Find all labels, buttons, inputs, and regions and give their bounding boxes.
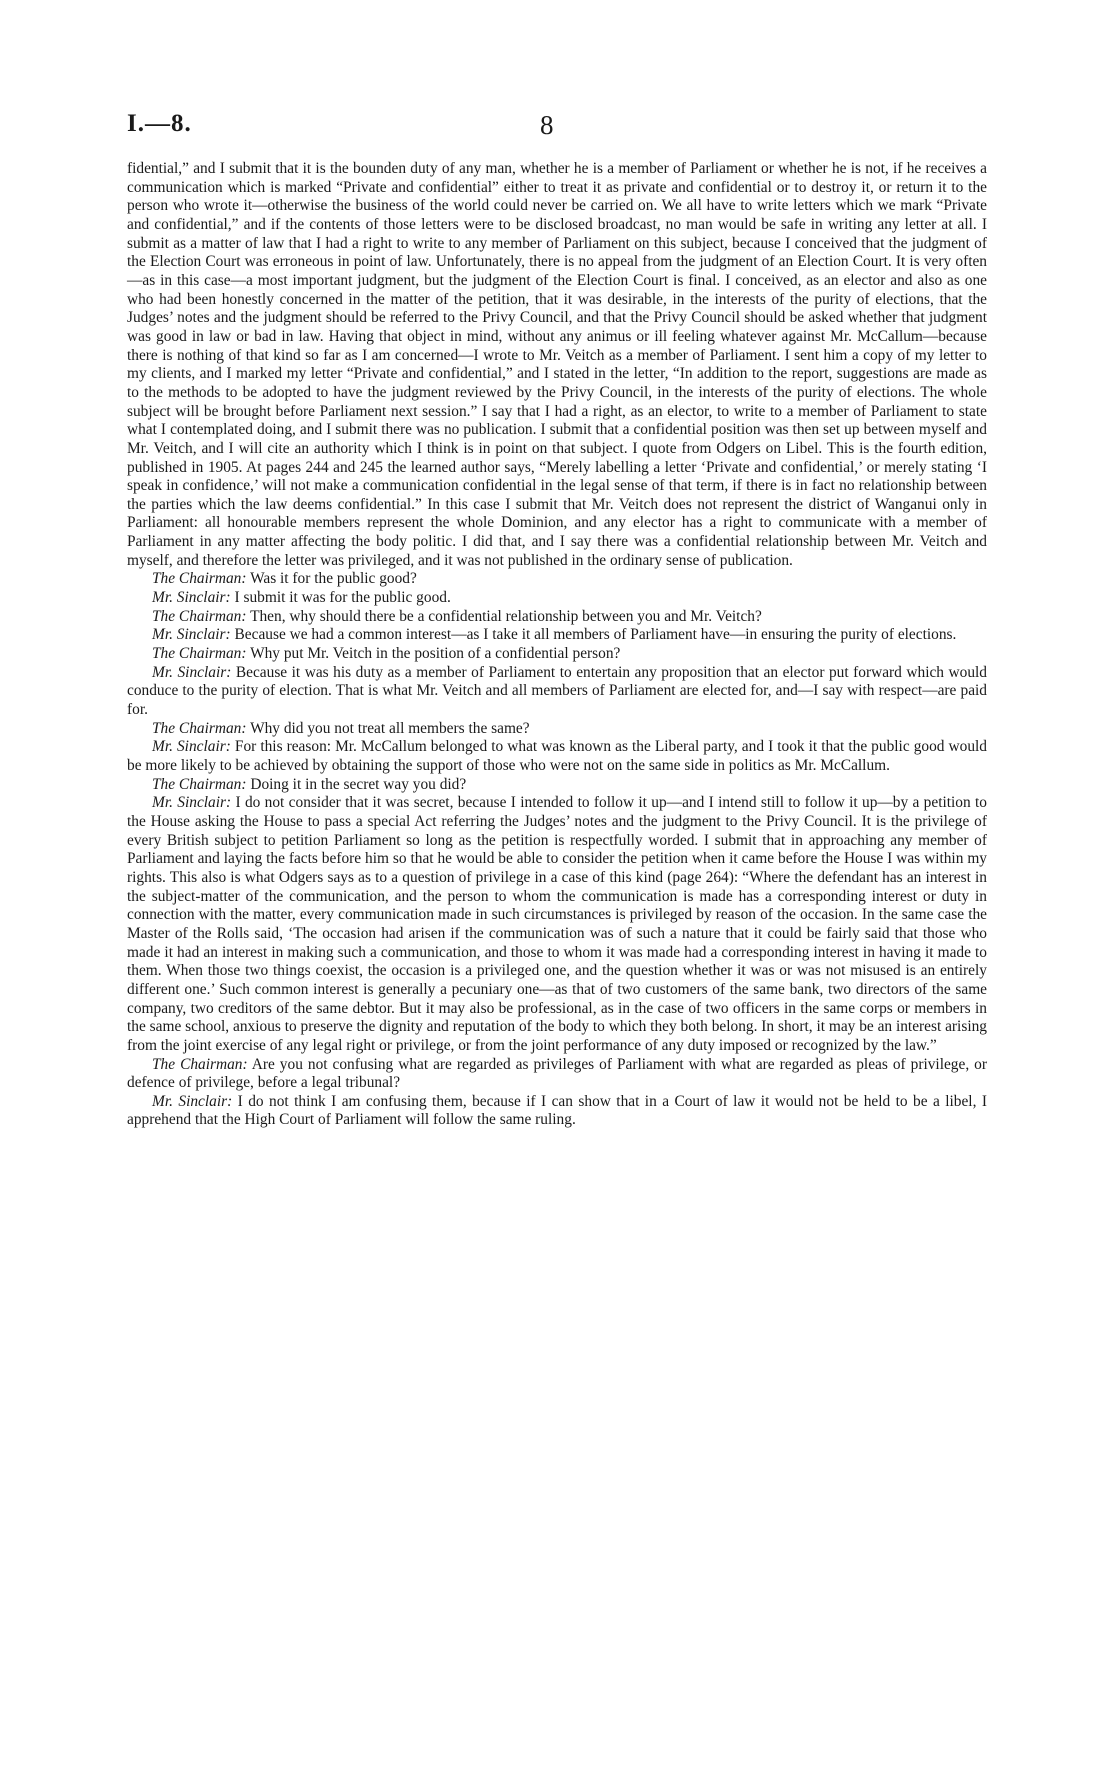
paragraph-text: Because we had a common interest—as I take it all members of Parliament have—in ensuring the purity of elections. — [230, 626, 957, 644]
speaker-name: Mr. Sinclair: — [152, 738, 231, 756]
dialogue-paragraph — [127, 794, 987, 1055]
speaker-name: Mr. Sinclair: — [152, 1092, 233, 1110]
dialogue-paragraph — [127, 1093, 987, 1130]
paragraph-text: Then, why should there be a confidential relationship between you and Mr. Veitch? — [246, 607, 762, 625]
speaker-name: The Chairman: — [152, 719, 247, 737]
speaker-name: Mr. Sinclair: — [152, 794, 232, 812]
paragraph-continuation — [127, 160, 987, 570]
dialogue-paragraph — [127, 608, 987, 627]
speaker-name: The Chairman: — [152, 607, 247, 625]
paragraph-text: For this reason: Mr. McCallum belonged to what was known as the Liberal party, and I took it that the public good would be more likely to be achieved by obtaining the support of those who were not on the same side in politics as Mr. McCallum. — [127, 738, 987, 774]
speaker-name: The Chairman: — [152, 570, 247, 588]
paragraph-text: Doing it in the secret way you did? — [246, 775, 467, 793]
speaker-name: The Chairman: — [152, 775, 247, 793]
paragraph-text: I do not think I am confusing them, because if I can show that in a Court of law it would not be held to be a libel, I apprehend that the High Court of Parliament will follow the same ruling. — [127, 1092, 987, 1129]
dialogue-paragraph — [127, 645, 987, 664]
dialogue-paragraph — [127, 738, 987, 775]
dialogue-paragraph — [127, 589, 987, 608]
paragraph-text: Because it was his duty as a member of Parliament to entertain any proposition that an elector put forward which would conduce to the purity of election. That is what Mr. Veitch and all members of Parliament are elected for, and—I say with respect—are paid for. — [127, 663, 987, 719]
paragraph-text: Why put Mr. Veitch in the position of a confidential person? — [246, 645, 621, 663]
speaker-name: The Chairman: — [152, 645, 247, 663]
speaker-name: Mr. Sinclair: — [152, 626, 231, 644]
dialogue-paragraph — [127, 626, 987, 645]
dialogue-paragraph — [127, 720, 987, 739]
speaker-name: Mr. Sinclair: — [152, 663, 232, 681]
paragraph-text: Are you not confusing what are regarded as privileges of Parliament with what are regarded as pleas of privilege, or defence of privilege, before a legal tribunal? — [127, 1055, 987, 1092]
paragraph-text: I do not consider that it was secret, because I intended to follow it up—and I intend still to follow it up—by a petition to the House asking the House to pass a special Act referring the Judges’ notes and the judgment to the Privy Council. It is the privilege of every British subject to petition Parliament so long as the petition is respectfully worded. I submit that in approaching any member of Parliament and laying the facts before him so that he would be able to consider the petition when it came before the House I was within my rights. This also is what Odgers says as to a question of privilege in a case of this kind (page 264): “Where the defendant has an interest in the subject-matter of the communication, and the person to whom the communication is made has a corresponding interest or duty in connection with the matter, every communication made in such circumstances is privileged by reason of the occasion. In the same case the Master of the Rolls said, ‘The occasion had arisen if the communication was of such a nature that it could be fairly said that those who made it had an interest in making such a communication, and those to whom it was made had a corresponding interest in having it made to them. When those two things coexist, the occasion is a privileged one, and the question whether it was or was not misused is an entirely different one.’ Such common interest is generally a pecuniary one—as that of two customers of the same bank, two directors of the same company, two creditors of the same debtor. But it may also be professional, as in the case of two officers in the same corps or members in the same school, anxious to preserve the dignity and reputation of the body to which they both belong. In short, it may be an interest arising from the joint exercise of any legal right or privilege, or from the joint performance of any duty imposed or recognized by the law.” — [127, 794, 987, 1054]
paragraph-text: I submit it was for the public good. — [230, 589, 451, 607]
page-header — [127, 110, 987, 150]
paragraph-text: Why did you not treat all members the same? — [246, 719, 530, 737]
dialogue-paragraph — [127, 1056, 987, 1093]
speaker-name: Mr. Sinclair: — [152, 589, 231, 607]
dialogue-paragraph — [127, 664, 987, 720]
page-body — [127, 160, 987, 1130]
page-number: 8 — [540, 110, 554, 140]
speaker-name: The Chairman: — [152, 1055, 248, 1073]
paragraph-text: Was it for the public good? — [246, 570, 417, 588]
paragraph-text: fidential,” and I submit that it is the bounden duty of any man, whether he is a member of Parliament or whether he is not, if he receives a communication which is marked “Private and confidential” either to treat it as private and confidential or to destroy it, or return it to the person who wrote it—otherwise the business of the world could never be carried on. We all have to write letters which we mark “Private and confidential,” and if the contents of those letters were to be disclosed broadcast, no man would be safe in writing any letter at all. I submit as a matter of law that I had a right to write to any member of Parliament on this subject, because I conceived that the judgment of the Election Court was erroneous in point of law. Unfortunately, there is no appeal from the judgment of an Election Court. It is very often—as in this case—a most important judgment, but the judgment of the Election Court is final. I conceived, as an elector and also as one who had been honestly concerned in the matter of the petition, that it was desirable, in the interests of the purity of elections, that the Judges’ notes and the judgment should be referred to the Privy Council, and that the Privy Council should be asked whether that judgment was good in law or bad in law. Having that object in mind, without any animus or ill feeling whatever against Mr. McCallum—because there is nothing of that kind so far as I am concerned—I wrote to Mr. Veitch as a member of Parliament. I sent him a copy of my letter to my clients, and I marked my letter “Private and confidential,” and I stated in the letter, “In addition to the report, suggestions are made as to the methods to be adopted to have the judgment reviewed by the Privy Council, in the interests of the purity of elections. The whole subject will be brought before Parliament next session.” I say that I had a right, as an elector, to write to a member of Parliament to state what I contemplated doing, and I submit there was no publication. I submit that a confidential position was then set up between myself and Mr. Veitch, and I will cite an authority which I think is in point on that subject. I quote from Odgers on Libel. This is the fourth edition, published in 1905. At pages 244 and 245 the learned author says, “Merely labelling a letter ‘Private and confidential,’ or merely stating ‘I speak in confidence,’ will not make a communication confidential in the legal sense of that term, if there is in fact no relationship between the parties which the law deems confidential.” In this case I submit that Mr. Veitch does not represent the district of Wanganui only in Parliament: all honourable members represent the whole Dominion, and any elector has a right to communicate with a member of Parliament in any matter affecting the body politic. I did that, and I say there was a confidential relationship between Mr. Veitch and myself, and therefore the letter was privileged, and it was not published in the ordinary sense of publication. — [127, 160, 987, 569]
document-reference: I.—8. — [127, 110, 192, 137]
dialogue-paragraph — [127, 570, 987, 589]
dialogue-paragraph — [127, 776, 987, 795]
